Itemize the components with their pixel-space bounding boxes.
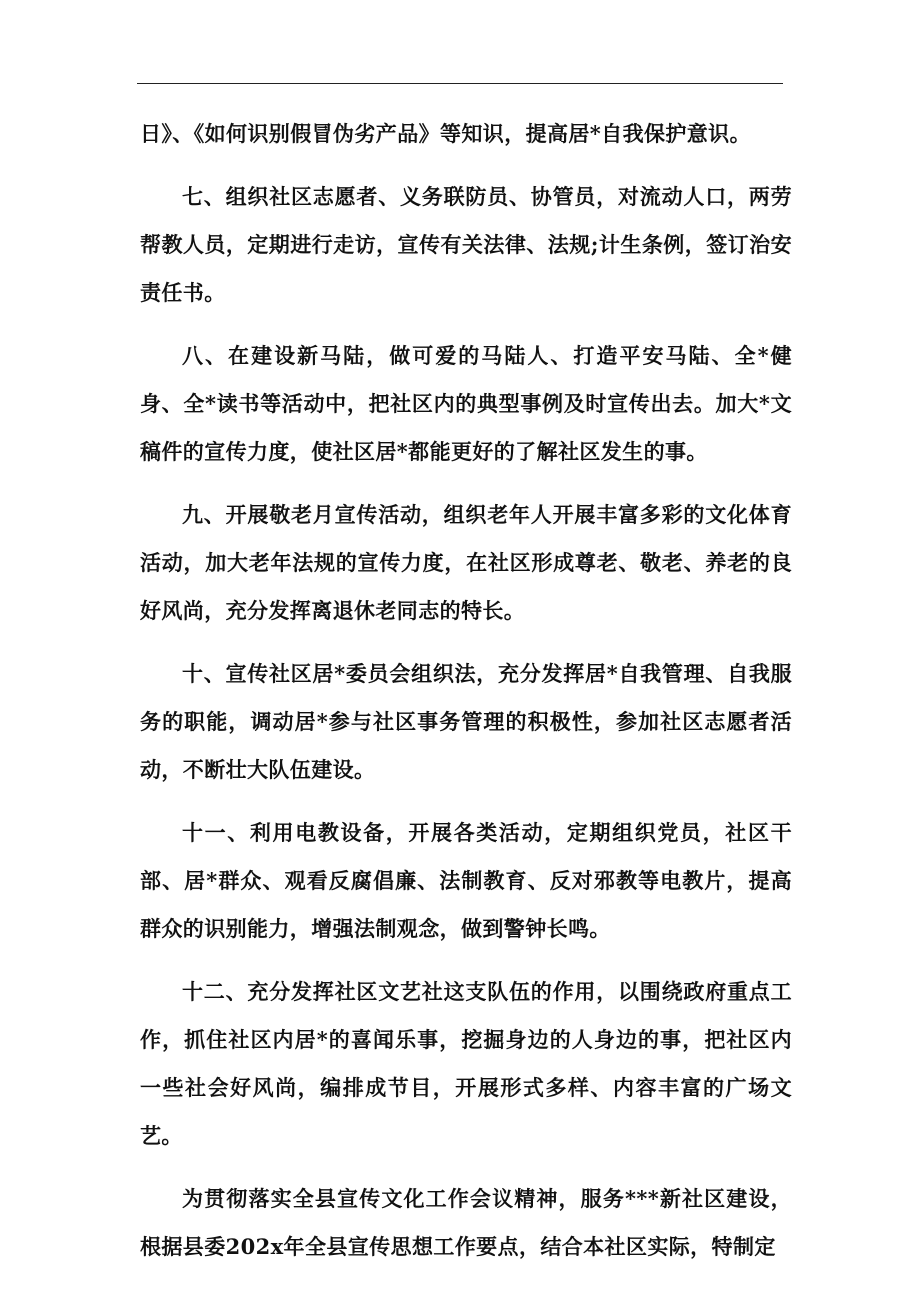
paragraph-item-9: 九、开展敬老月宣传活动，组织老年人开展丰富多彩的文化体育活动，加大老年法规的宣传力度，在社区形成尊老、敬老、养老的良好风尚，充分发挥离退休老同志的特长。: [140, 502, 792, 623]
paragraph-item-8: 八、在建设新马陆，做可爱的马陆人、打造平安马陆、全*健身、全*读书等活动中，把社区内的典型事例及时宣传出去。加大*文稿件的宣传力度，使社区居*都能更好的了解社区发生的事。: [140, 343, 792, 464]
paragraph-continued: 日》、《如何识别假冒伪劣产品》等知识，提高居*自我保护意识。: [140, 121, 751, 146]
header-rule: [137, 83, 783, 84]
paragraph-item-7: 七、组织社区志愿者、义务联防员、协管员，对流动人口，两劳帮教人员，定期进行走访，宣传有关法律、法规;计生条例，签订治安责任书。: [140, 184, 792, 305]
paragraph-intro: 为贯彻落实全县宣传文化工作会议精神，服务***新社区建设，根据县委202x年全县宣传思想工作要点，结合本社区实际，特制定: [140, 1186, 792, 1259]
document-body: [140, 110, 792, 1286]
paragraph-item-11: 十一、利用电教设备，开展各类活动，定期组织党员，社区干部、居*群众、观看反腐倡廉、法制教育、反对邪教等电教片，提高群众的识别能力，增强法制观念，做到警钟长鸣。: [140, 820, 792, 941]
paragraph-item-10: 十、宣传社区居*委员会组织法，充分发挥居*自我管理、自我服务的职能，调动居*参与社区事务管理的积极性，参加社区志愿者活动，不断壮大队伍建设。: [140, 661, 792, 782]
paragraph-item-12: 十二、充分发挥社区文艺社这支队伍的作用，以围绕政府重点工作，抓住社区内居*的喜闻乐事，挖掘身边的人身边的事，把社区内一些社会好风尚，编排成节目，开展形式多样、内容丰富的广场文艺。: [140, 979, 792, 1148]
